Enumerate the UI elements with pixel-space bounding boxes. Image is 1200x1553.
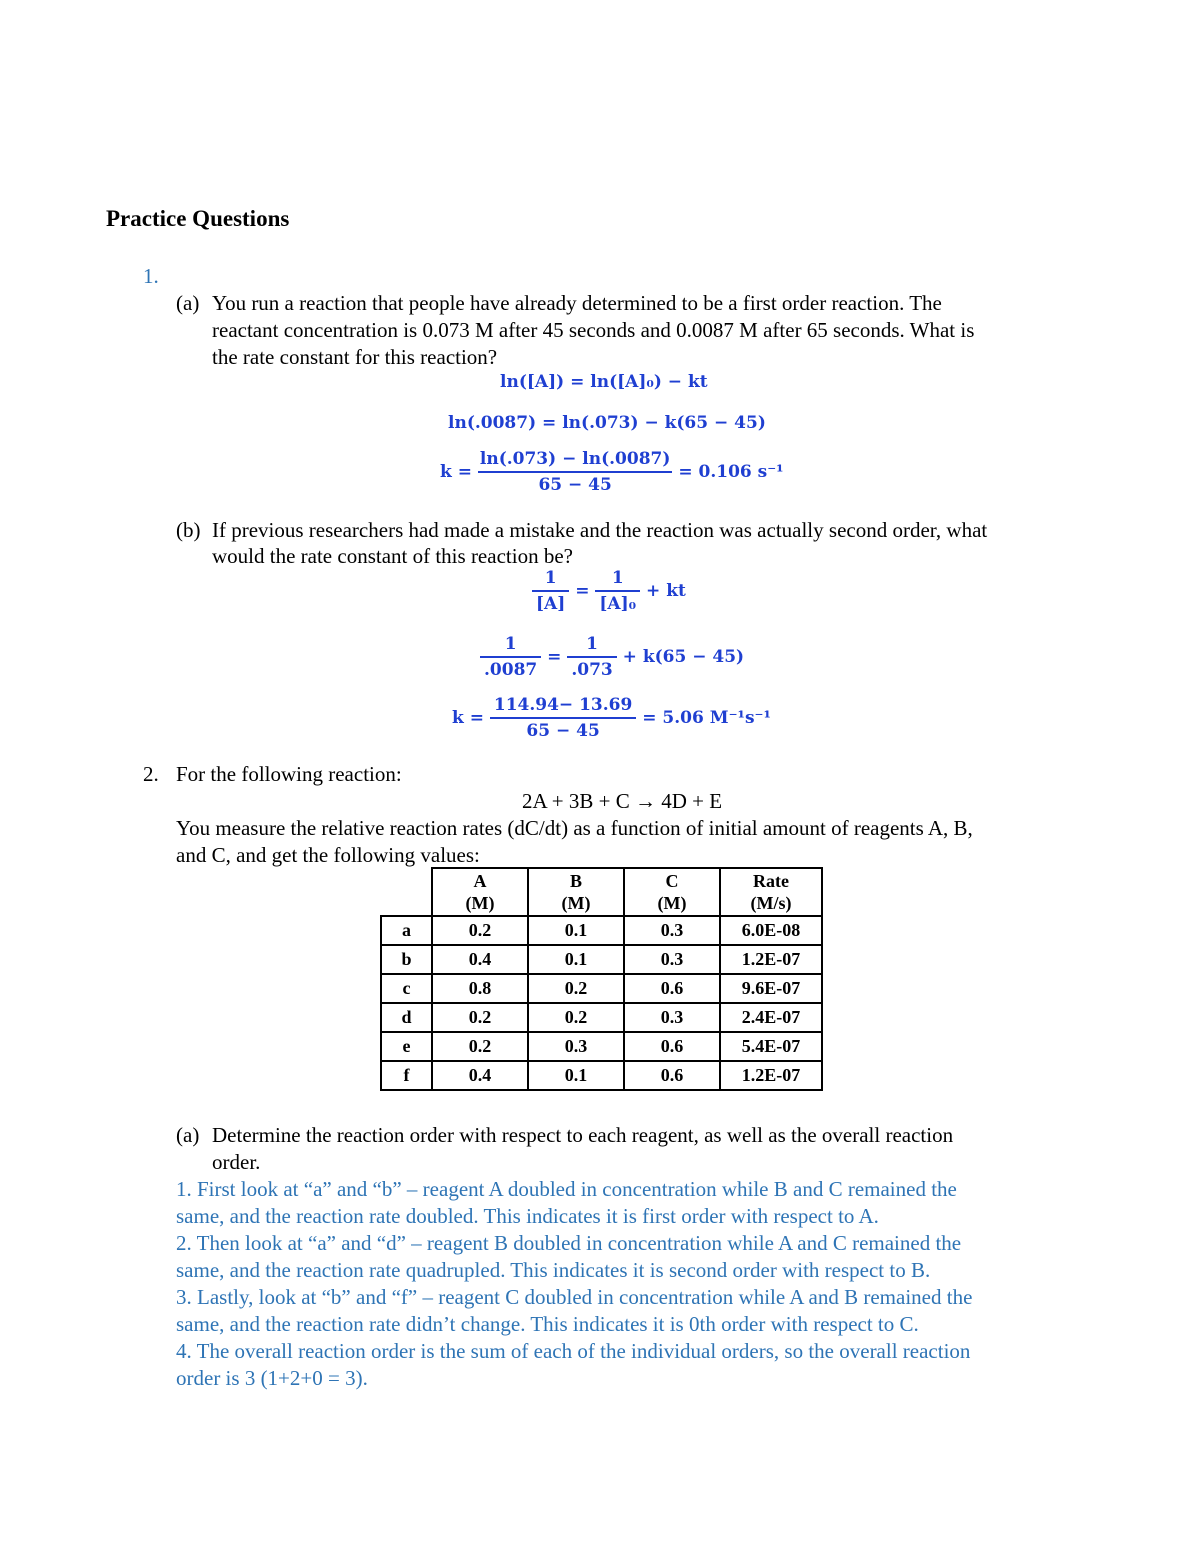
cell-c: 0.6 xyxy=(624,1032,720,1061)
answer-line-1: 1. First look at “a” and “b” – reagent A doubled in concentration while B and C remained the xyxy=(176,1177,957,1201)
q1b-eq1-den-2: [A]₀ xyxy=(599,594,637,614)
header-unit: (M/s) xyxy=(750,893,792,913)
q1b-equation-3 xyxy=(452,695,771,741)
q1b-equation-2 xyxy=(480,634,744,680)
cell-b: 0.2 xyxy=(528,974,624,1003)
row-label: d xyxy=(381,1003,432,1032)
header-unit: (M) xyxy=(465,893,495,913)
cell-c: 0.6 xyxy=(624,974,720,1003)
cell-c: 0.6 xyxy=(624,1061,720,1090)
cell-b: 0.1 xyxy=(528,1061,624,1090)
table-header-b xyxy=(528,868,624,916)
q1a-eq3-denominator: 65 − 45 xyxy=(538,475,612,495)
q1b-eq1-num-1: 1 xyxy=(532,568,569,592)
answer-line-2: same, and the reaction rate doubled. This indicates it is first order with respect to A. xyxy=(176,1204,879,1228)
q1b-eq1-fraction-1 xyxy=(532,568,569,614)
q1a-equation-1: ln([A]) = ln([A]₀) − kt xyxy=(500,372,708,392)
q1a-eq3-numerator: ln(.073) − ln(.0087) xyxy=(478,449,673,473)
row-label: b xyxy=(381,945,432,974)
row-label: c xyxy=(381,974,432,1003)
q1b-eq3-numerator: 114.94− 13.69 xyxy=(490,695,636,719)
table-header-rate xyxy=(720,868,822,916)
answer-line-8: order is 3 (1+2+0 = 3). xyxy=(176,1366,368,1390)
question-2-number: 2. xyxy=(143,762,159,786)
cell-c: 0.3 xyxy=(624,916,720,945)
table-header-c xyxy=(624,868,720,916)
cell-b: 0.1 xyxy=(528,916,624,945)
cell-rate: 5.4E-07 xyxy=(720,1032,822,1061)
q1b-eq2-fraction-1 xyxy=(480,634,541,680)
cell-b: 0.3 xyxy=(528,1032,624,1061)
q1a-eq3-result: = 0.106 s⁻¹ xyxy=(678,462,784,482)
cell-a: 0.2 xyxy=(432,916,528,945)
header-unit: (M) xyxy=(657,893,687,913)
table-row xyxy=(381,1032,822,1061)
q1b-line-2: would the rate constant of this reaction be? xyxy=(212,544,573,568)
q1b-eq2-den-2: .073 xyxy=(571,660,613,680)
answer-line-3: 2. Then look at “a” and “d” – reagent B doubled in concentration while A and C remained the xyxy=(176,1231,962,1255)
q1b-eq2-equals: = xyxy=(547,647,562,667)
q1a-equation-2: ln(.0087) = ln(.073) − k(65 − 45) xyxy=(448,413,766,433)
q1b-line-1: If previous researchers had made a mistake and the reaction was actually second order, what xyxy=(212,518,988,542)
answer-line-7: 4. The overall reaction order is the sum of each of the individual orders, so the overall reaction xyxy=(176,1339,971,1363)
q2-measure-line-1: You measure the relative reaction rates (dC/dt) as a function of initial amount of reagents A, B, xyxy=(176,816,973,840)
q1a-eq3-lhs: k = xyxy=(440,462,472,482)
table-row xyxy=(381,974,822,1003)
q1a-eq3-fraction xyxy=(478,449,673,495)
rate-data-table xyxy=(380,867,823,1091)
q1b-eq3-fraction xyxy=(490,695,636,741)
header-unit: (M) xyxy=(561,893,591,913)
q1b-eq3-result: = 5.06 M⁻¹s⁻¹ xyxy=(642,708,771,728)
table-header-row xyxy=(381,868,822,916)
q1b-eq2-fraction-2 xyxy=(567,634,616,680)
cell-a: 0.4 xyxy=(432,1061,528,1090)
answer-line-4: same, and the reaction rate quadrupled. This indicates it is second order with respect to B. xyxy=(176,1258,931,1282)
table-header-a xyxy=(432,868,528,916)
q1b-eq3-denominator: 65 − 45 xyxy=(526,721,600,741)
cell-a: 0.2 xyxy=(432,1032,528,1061)
question-1-number: 1. xyxy=(143,264,159,288)
table-row xyxy=(381,1061,822,1090)
cell-rate: 1.2E-07 xyxy=(720,945,822,974)
cell-a: 0.4 xyxy=(432,945,528,974)
q1a-line-2: reactant concentration is 0.073 M after 45 seconds and 0.0087 M after 65 seconds. What is xyxy=(212,318,975,342)
page-title: Practice Questions xyxy=(106,206,290,231)
cell-c: 0.3 xyxy=(624,945,720,974)
table-row xyxy=(381,1003,822,1032)
q1b-eq3-lhs: k = xyxy=(452,708,484,728)
cell-b: 0.1 xyxy=(528,945,624,974)
q1a-equation-3 xyxy=(440,449,784,495)
q2-reaction: 2A + 3B + C → 4D + E xyxy=(522,789,723,813)
table-row xyxy=(381,916,822,945)
q2a-line-2: order. xyxy=(212,1150,261,1174)
cell-b: 0.2 xyxy=(528,1003,624,1032)
q1a-label: (a) xyxy=(176,291,200,315)
table-corner-cell xyxy=(381,868,432,916)
cell-rate: 6.0E-08 xyxy=(720,916,822,945)
q2a-line-1: Determine the reaction order with respect to each reagent, as well as the overall reaction xyxy=(212,1123,954,1147)
q1b-eq1-fraction-2 xyxy=(595,568,640,614)
q1b-eq1-num-2: 1 xyxy=(595,568,640,592)
row-label: a xyxy=(381,916,432,945)
q1a-line-1: You run a reaction that people have already determined to be a first order reaction. The xyxy=(212,291,942,315)
cell-rate: 9.6E-07 xyxy=(720,974,822,1003)
cell-c: 0.3 xyxy=(624,1003,720,1032)
q1b-label: (b) xyxy=(176,518,201,542)
q1b-eq1-equals: = xyxy=(575,581,590,601)
header-name: A xyxy=(473,871,487,891)
answer-line-5: 3. Lastly, look at “b” and “f” – reagent C doubled in concentration while A and B remained the xyxy=(176,1285,973,1309)
cell-a: 0.8 xyxy=(432,974,528,1003)
cell-rate: 2.4E-07 xyxy=(720,1003,822,1032)
header-name: B xyxy=(569,871,582,891)
q1b-eq2-num-2: 1 xyxy=(567,634,616,658)
q2-intro: For the following reaction: xyxy=(176,762,402,786)
row-label: f xyxy=(381,1061,432,1090)
answer-line-6: same, and the reaction rate didn’t change. This indicates it is 0th order with respect to C. xyxy=(176,1312,919,1336)
row-label: e xyxy=(381,1032,432,1061)
q1b-eq1-den-1: [A] xyxy=(536,594,566,614)
header-name: C xyxy=(665,871,679,891)
header-name: Rate xyxy=(753,871,789,891)
q1a-line-3: the rate constant for this reaction? xyxy=(212,345,498,369)
q1b-equation-1 xyxy=(532,568,686,614)
q2a-label: (a) xyxy=(176,1123,200,1147)
q2-measure-line-2: and C, and get the following values: xyxy=(176,843,480,867)
q1b-eq2-den-1: .0087 xyxy=(484,660,538,680)
q1b-eq1-tail: + kt xyxy=(646,581,686,601)
q1b-eq2-tail: + k(65 − 45) xyxy=(622,647,745,667)
cell-rate: 1.2E-07 xyxy=(720,1061,822,1090)
table-row xyxy=(381,945,822,974)
q1b-eq2-num-1: 1 xyxy=(480,634,541,658)
cell-a: 0.2 xyxy=(432,1003,528,1032)
